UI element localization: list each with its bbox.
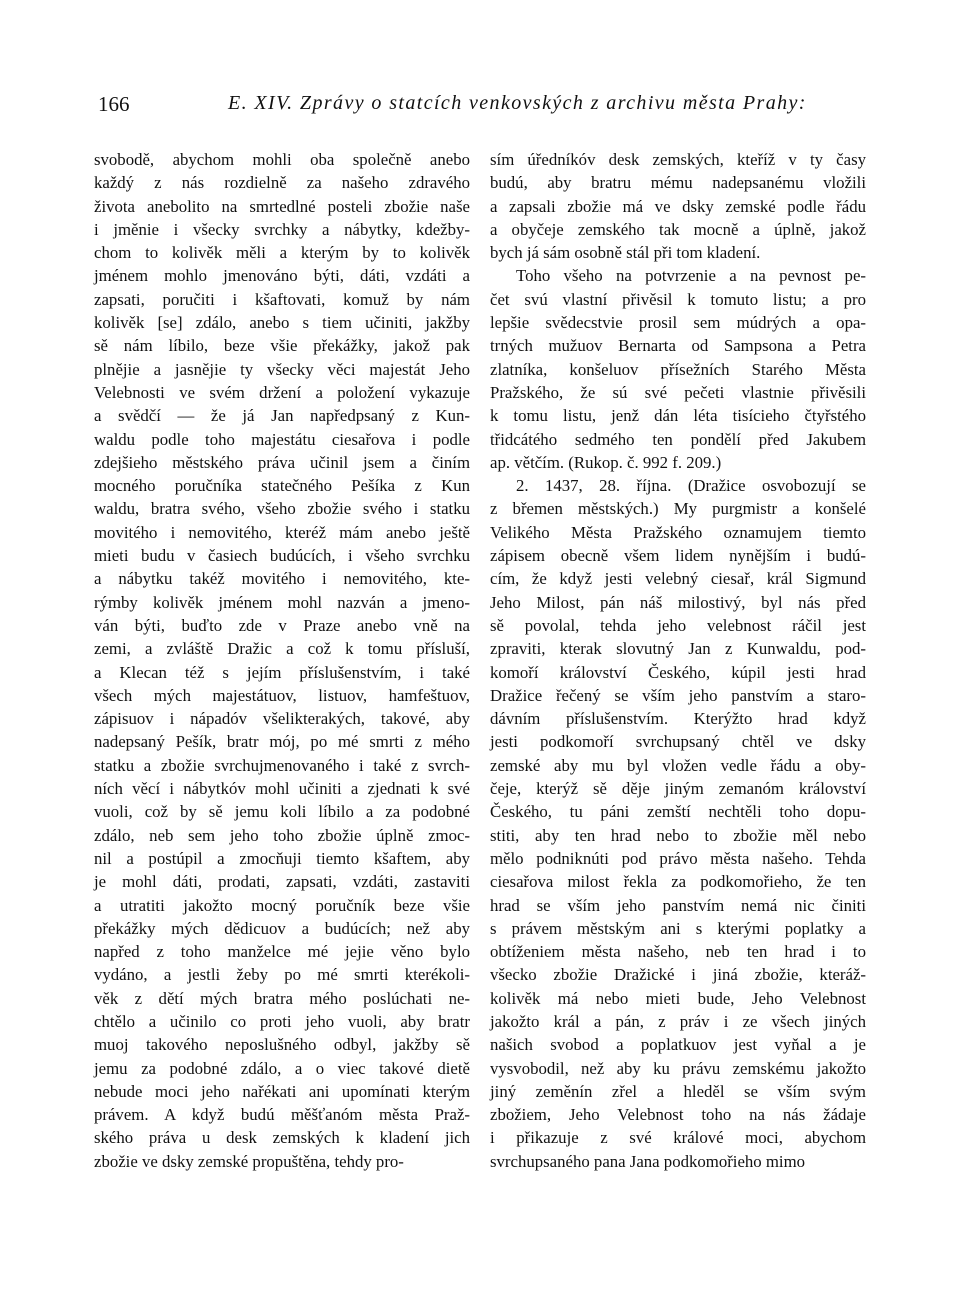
text-line: jemu za podobné zdálo, a o viec takové dietě (94, 1058, 470, 1078)
text-line: bych já sám osobně stál při tom kladení. (490, 243, 761, 263)
text-line: zdejšieho městského práva učinil jsem a činím (94, 452, 470, 472)
text-line: zemi, a zvláště Dražic a což k tomu přísluší, (94, 639, 470, 659)
text-line: Dražice řečený se vším jeho panstvím a staro- (490, 685, 866, 705)
text-line: právem. A když budú měšťanóm města Praž- (94, 1105, 470, 1125)
text-line: mieti budu v časiech budúcích, i všeho svrchku (94, 546, 470, 566)
text-line: Jeho Milost, pán náš milostivý, byl nás před (490, 592, 866, 612)
text-line: nil a postúpil a zmocňuji tiemto kšaftem, aby (94, 848, 470, 868)
text-line: jesti podkomoří svrchupsaný chtěl ve dsky (490, 732, 866, 752)
text-line: Pražského, že sú své pečeti vlastnie přivěsili (490, 382, 866, 402)
text-line: z břemen městských.) My purgmistr a konšelé (490, 499, 866, 519)
text-line: movitého i nemovitého, kteréž mám anebo ještě (94, 522, 470, 542)
text-line: cím, že když jesti velebný ciesař, král Sigmund (490, 569, 866, 589)
right-text-column (490, 148, 866, 1173)
text-line: ciesařova milost řekla za podkomořieho, že ten (490, 872, 866, 892)
text-line: waldu podle toho majestátu ciesařova i podle (94, 429, 470, 449)
text-line: sím úředníkóv desk zemských, kteříž v ty časy (490, 150, 866, 169)
text-line: lepšie svědecstvie prosil sem múdrých a opa- (490, 313, 866, 333)
text-line: plnějie a jasnějie ty všecky věci majestát Jeho (94, 359, 470, 379)
text-line: chtělo a učinilo co proti jeho vuoli, aby bratr (94, 1011, 470, 1031)
text-line: 2. 1437, 28. října. (Dražice osvobozují se (516, 476, 866, 496)
text-line: života anebolito na smrtedlné posteli zbožie naše (94, 196, 470, 216)
text-line: zbožie ve dsky zemské propuštěna, tehdy pro- (94, 1151, 404, 1171)
text-line: kolivěk [se] zdálo, anebo s tiem učiniti, jakžby (94, 313, 470, 333)
text-line: a svědčí — že já Jan napředpsaný z Kun- (94, 406, 470, 426)
text-line: sě povolal, tehda jeho velebnost ráčil jest (490, 615, 866, 635)
text-line: Velebnosti ve svém držení a položení vykazuje (94, 382, 470, 402)
text-line: zápisuov i nápadóv všelikterakých, takové, aby (94, 709, 470, 729)
text-line: zpraviti, kterak slovutný Jan z Kunwaldu, pod- (490, 639, 866, 659)
text-line: sě nám líbilo, beze všie překážky, jakož pak (94, 336, 470, 356)
text-line: věk z dětí mých bratra mého poslúchati ne- (94, 988, 470, 1008)
text-line: svobodě, abychom mohli oba společně anebo (94, 150, 470, 169)
text-line: jakožto král a pán, z práv i ze všech jiných (490, 1011, 866, 1031)
text-line: muoj takového neposlušného odbyl, jakžby sě (94, 1035, 470, 1055)
text-line: svrchupsaného pana Jana podkomořieho mimo (490, 1151, 806, 1171)
text-line: rýmby kolivěk jménem mohl nazván a jmeno- (94, 592, 470, 612)
text-line: všecko zbožie Dražické i jiná zbožie, kteráž- (490, 965, 866, 985)
text-line: čet svú vlastní přivěsil k tomuto listu; a pro (490, 289, 866, 309)
text-line: mělo podniknúti pod právo města našeho. Tehda (490, 848, 866, 868)
text-line: a obyčeje zemského tak mocně a úplně, jakož (490, 219, 866, 239)
text-line: stiti, aby ten hrad nebo to zbožie měl nebo (490, 825, 866, 845)
text-line: statku a zbožie svrchujmenovaného i také z svrch- (94, 755, 470, 775)
page-number: 166 (98, 92, 130, 116)
text-line: ván býti, buďto zde v Praze anebo vně na (94, 615, 470, 635)
text-line: zbožiem, Jeho Velebnost toho na nás žádaje (490, 1105, 866, 1125)
text-line: a nábytku takéž movitého i nemovitého, kte- (94, 569, 470, 589)
text-line: ského práva u desk zemských k kladení jich (94, 1128, 470, 1148)
running-title: E. XIV. Zprávy o statcích venkovských z archivu města Prahy: (228, 92, 807, 114)
text-line: překážky mých dědicuov a budúcích; než aby (94, 918, 470, 938)
text-line: ap. větčím. (Rukop. č. 992 f. 209.) (490, 452, 722, 472)
text-line: dávním příslušenstvím. Kterýžto hrad když (490, 709, 866, 729)
text-line: i jměnie i všecky svrchky a nábytky, kdežby- (94, 219, 470, 239)
text-line: jiný zeměnín zřel a hleděl se vším svým (490, 1081, 866, 1101)
text-line: s právem městským ani s kterými poplatky a (490, 918, 866, 938)
text-line: chom to kolivěk měli a kterým by to kolivěk (94, 243, 470, 263)
text-line: mocného poručníka statečného Pešíka z Kun (94, 476, 470, 496)
left-text-column (94, 148, 470, 1173)
text-line: Velikého Města Pražského oznamujem tiemto (490, 522, 866, 542)
text-line: vuoli, což by sě jemu koli líbilo a za podobné (94, 802, 470, 822)
text-line: a Klecan též s jejím příslušenstvím, i také (94, 662, 470, 682)
text-line: zdálo, neb sem jeho toho zbožie úplně zmoc- (94, 825, 470, 845)
text-line: ních věcí i nábytkóv mohl učiniti a zjednati k své (94, 779, 470, 799)
text-line: komoří království Českého, kúpil jesti hrad (490, 662, 866, 682)
text-line: jménem mohlo jmenováno býti, dáti, vzdáti a (94, 266, 470, 286)
text-line: vydáno, a jestli žeby po mé smrti kterékoli- (94, 965, 470, 985)
text-line: nebude moci jeho nařékati ani upomínati kterým (94, 1081, 470, 1101)
text-line: nadepsaný Pešík, bratr mój, po mé smrti z mého (94, 732, 470, 752)
text-line: a zapsali zbožie má ve dsky zemské podle řádu (490, 196, 866, 216)
text-line: napřed z toho manželce mé jejie věno bylo (94, 942, 470, 962)
text-line: vysvobodil, než aby ku právu zemskému jakožto (490, 1058, 866, 1078)
text-line: Toho všeho na potvrzenie a na pevnost pe- (516, 266, 866, 286)
text-line: zlatníka, konšeluov přísežních Starého Města (490, 359, 866, 379)
text-line: hrad se vším jeho panstvím nemá nic činiti (490, 895, 866, 915)
text-line: k tomu listu, jenž dán léta tisícieho čtyřstého (490, 406, 866, 426)
text-line: všech mých majestátuov, listuov, hamfeštuov, (94, 685, 470, 705)
text-line: budú, aby bratru mému nadepsanému vložili (490, 173, 866, 193)
text-line: trných mužuov Bernarta od Sampsona a Petra (490, 336, 866, 356)
text-line: zápisem obecně všem lidem nynějším i budú- (490, 546, 866, 566)
text-line: čeje, kterýž sě děje jiným zemanóm království (490, 779, 866, 799)
text-line: každý z nás rozdielně za našeho zdravého (94, 173, 470, 193)
text-line: kolivěk má nebo mieti bude, Jeho Velebnost (490, 988, 866, 1008)
text-line: waldu, bratra svého, všeho zbožie svého i statku (94, 499, 470, 519)
text-line: obtíženiem města našeho, neb ten hrad i to (490, 942, 866, 962)
text-line: třidcátého sedmého ten pondělí před Jakubem (490, 429, 866, 449)
text-line: zapsati, poručiti i kšaftovati, komuž by nám (94, 289, 470, 309)
running-header (98, 92, 862, 122)
text-line: našich svobod a poplatkuov jest vyňal a je (490, 1035, 866, 1055)
text-line: je mohl dáti, prodati, zapsati, vzdáti, zastaviti (94, 872, 470, 892)
text-line: i přikazuje z své králové moci, abychom (490, 1128, 866, 1148)
text-line: Českého, tu páni zemští nechtěli toho dopu- (490, 802, 866, 822)
text-line: a utratiti jakožto mocný poručník beze všie (94, 895, 470, 915)
text-line: zemské aby mu byl vložen vedle řádu a oby- (490, 755, 866, 775)
